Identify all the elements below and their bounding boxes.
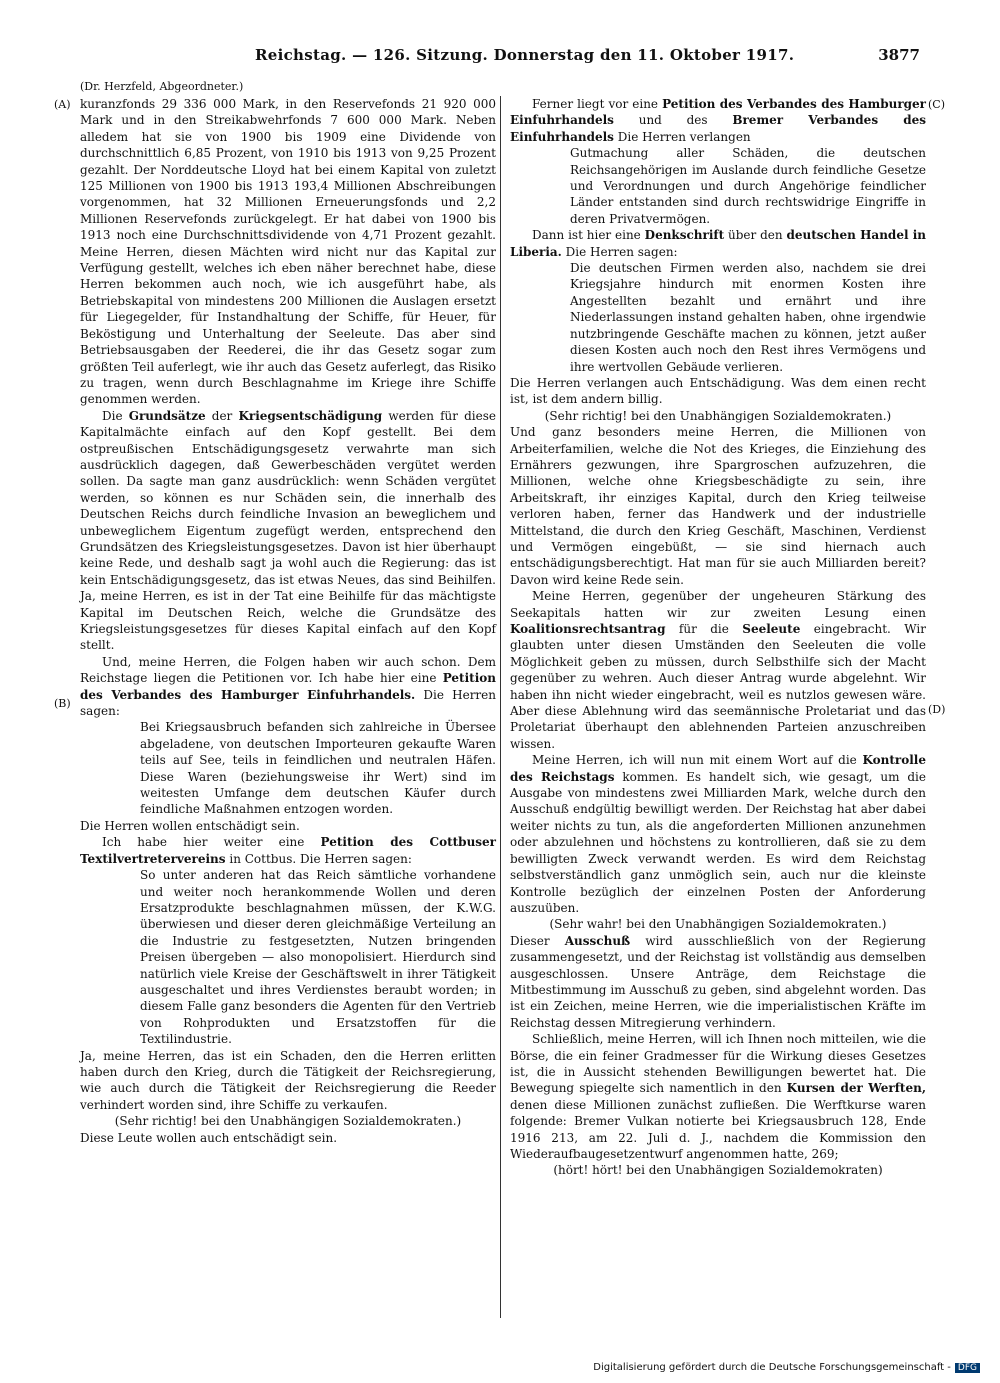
paragraph: Die Grundsätze der Kriegsentschädigung werden für diese Kapitalmächte einfach auf den Kopf gestellt. Bei dem ostpreußischen Entschädigungsgesetz verwahrte man sich ausdrücklich dagegen, daß Gewerbeschäden vergütet werden sollen. Da sagte man ganz ausdrücklich: wenn Schäden vergütet werden, so können es nur Schäden sein, die innerhalb des Deutschen Reichs durch feindliche Invasion an beweglichem und unbeweglichem Eigentum zugefügt werden, entsprechend den Grundsätzen des Kriegsleistungsgesetzes. Davon ist hier überhaupt keine Rede, und deshalb sagt ja wohl auch die Regierung: das ist kein Entschädigungsgesetz, das ist etwas Neues, das sind Beihilfen. Ja, meine Herren, es ist in der Tat eine Beihilfe für das mächtigste Kapital im Deutschen Reich, welche die Grundsätze des Kriegsleistungsgesetzes für dieses Kapital einfach auf den Kopf stellt. bbox=[80, 408, 496, 653]
margin-marker-c: (C) bbox=[928, 98, 945, 111]
margin-marker-d: (D) bbox=[928, 703, 946, 716]
margin-marker-a: (A) bbox=[54, 98, 71, 111]
paragraph: Dieser Ausschuß wird ausschließlich von der Regierung zusammengesetzt, und der Reichstag ist vollständig aus demselben ausgeschlossen. Unsere Anträge, dem Reichstage die Mitbestimmung im Ausschuß zu geben, sind abgelehnt worden. Das ist ein Zeichen, meine Herren, wie die imperialistischen Kräfte im Reichstag dessen Mitregierung verhindern. bbox=[510, 933, 926, 1030]
speaker-label: (Dr. Herzfeld, Abgeordneter.) bbox=[80, 80, 244, 93]
page-header bbox=[80, 46, 920, 68]
paragraph: Dann ist hier eine Denkschrift über den deutschen Handel in Liberia. Die Herren sagen: bbox=[510, 228, 927, 259]
interjection-remark: (Sehr richtig! bei den Unabhängigen Sozialdemokraten.) bbox=[544, 408, 892, 423]
block-quote: Gutmachung aller Schäden, die deutschen Reichsangehörigen im Auslande durch feindliche Gesetze und Verordnungen und durch Angehörige feindlicher Länder entstanden sind durch rechtswidrige Eingriffe in deren Privatvermögen. bbox=[570, 146, 926, 226]
paragraph: Meine Herren, gegenüber der ungeheuren Stärkung des Seekapitals hatten wir zur zweiten Lesung einen Koalitionsrechtsantrag für die Seeleute eingebracht. Wir glaubten unter diesen Umständen den Seeleuten die volle Möglichkeit geben zu müssen, durch Selbsthilfe sich der Macht gegenüber zu wehren. Auch dieser Antrag wurde abgelehnt. Wir haben ihn nicht wieder eingebracht, weil es nutzlos gewesen wäre. Aber diese Ablehnung wird das seemännische Proletariat und das Proletariat überhaupt den ablehnenden Parteien anzuschreiben wissen. bbox=[510, 589, 926, 751]
block-quote: Die deutschen Firmen werden also, nachdem sie drei Kriegsjahre hindurch mit enormen Kosten ihre Angestellten bezahlt und ernährt und ihre Niederlassungen instand gehalten haben, ohne irgendwie nutzbringende Geschäfte machen zu können, jetzt außer diesen Kosten auch noch den Rest ihres Vermögens und ihre wertvollen Gebäude verlieren. bbox=[570, 261, 926, 374]
paragraph: Schließlich, meine Herren, will ich Ihnen noch mitteilen, wie die Börse, die ein feiner Gradmesser für die Wirkung dieses Gesetzes ist, die in Aussicht stehenden Bewilligungen bewertet hat. Die Bewegung spiegelte sich namentlich in den Kursen der Werften, denen diese Millionen zunächst zufließen. Die Werftkurse waren folgende: Bremer Vulkan notierte bei Kriegsausbruch 128, Ende 1916 213, am 22. Juli d. J., nachdem die Kommission den Wiederaufbaugesetzentwurf angenommen hatte, 269; bbox=[510, 1032, 926, 1161]
paragraph: Und, meine Herren, die Folgen haben wir auch schon. Dem Reichstage liegen die Petitionen vor. Ich habe hier eine Petition des Verbandes des Hamburger Einfuhrhandels. Die Herren sagen: bbox=[80, 654, 497, 719]
interjection-remark: (Sehr richtig! bei den Unabhängigen Sozialdemokraten.) bbox=[114, 1114, 462, 1129]
margin-marker-b: (B) bbox=[54, 697, 71, 710]
interjection-remark: (Sehr wahr! bei den Unabhängigen Sozialdemokraten.) bbox=[549, 917, 887, 932]
paragraph: Ferner liegt vor eine Petition des Verbandes des Hamburger Einfuhrhandels und des Bremer Verbandes des Einfuhrhandels Die Herren verlangen bbox=[510, 97, 926, 144]
left-column bbox=[80, 96, 496, 1146]
paragraph: Meine Herren, ich will nun mit einem Wort auf die Kontrolle des Reichstags kommen. Es handelt sich, wie gesagt, um die Ausgabe von mindestens zwei Milliarden Mark, welche durch den Ausschuß endgültig bewilligt werden. Der Reichstag hat aber dabei weiter nichts zu tun, als die angeforderten Millionen anzunehmen oder abzulehnen und höchstens zu kontrollieren, daß sie zu dem bewilligten Zweck verwandt werden. Es wird dem Reichstag selbstverständlich ganz unmöglich sein, auch nur die kleinste Kontrolle bezüglich der einzelnen Posten der Anforderung auszuüben. bbox=[510, 753, 926, 915]
interjection-remark: (hört! hört! bei den Unabhängigen Sozialdemokraten) bbox=[553, 1163, 883, 1178]
paragraph: Ja, meine Herren, das ist ein Schaden, den die Herren erlitten haben durch den Krieg, durch die Tätigkeit der Reichsregierung, wie auch durch die Tätigkeit der Reichsregierung die Reeder verhindert worden sind, ihre Schiffe zu verkaufen. bbox=[80, 1048, 496, 1112]
paragraph: Diese Leute wollen auch entschädigt sein. bbox=[80, 1130, 338, 1145]
block-quote: Bei Kriegsausbruch befanden sich zahlreiche in Übersee abgeladene, von deutschen Importeuren gekaufte Waren teils auf See, teils in feindlichen und neutralen Häfen. Diese Waren (beziehungsweise ihr Wert) sind im weitesten Umfange dem deutschen Käufer durch feindliche Maßnahmen entzogen worden. bbox=[140, 720, 496, 817]
page-title: Reichstag. — 126. Sitzung. Donnerstag den 11. Oktober 1917. bbox=[255, 46, 795, 64]
footer-credit bbox=[593, 1362, 980, 1373]
paragraph: Ich habe hier weiter eine Petition des Cottbuser Textilvertretervereins in Cottbus. Die Herren sagen: bbox=[80, 835, 497, 866]
paragraph: Und ganz besonders meine Herren, die Millionen von Arbeiterfamilien, welche die Not des Krieges, die Einziehung des Ernährers gezwungen, ihre Spargroschen aufzuzehren, die Millionen, welche ohne Kriegsbeschädigte zu sein, ihre Arbeitskraft, ihr einziges Kapital, durch den Krieg teilweise verloren haben, ferner das Handwerk und der industrielle Mittelstand, die durch den Krieg Geschäft, Maschinen, Verdienst und Vermögen eingebüßt, — sie sind hiernach auch entschädigungsberechtigt. Hat man für sie auch Milliarden bereit? Davon wird keine Rede sein. bbox=[510, 425, 926, 587]
paragraph: kuranzfonds 29 336 000 Mark, in den Reservefonds 21 920 000 Mark und in den Streikabwehrfonds 7 600 000 Mark. Neben alledem hat sie von 1900 bis 1909 eine Dividende von durchschnittlich 6,85 Prozent, von 1910 bis 1913 von 9,25 Prozent gezahlt. Der Norddeutsche Lloyd hat bei einem Kapital von zuletzt 125 Millionen von 1900 bis 1913 193,4 Millionen Abschreibungen vorgenommen, hat 32 Millionen Erneuerungsfonds und 2,2 Millionen Reservefonds zurückgelegt. Er hat dabei von 1900 bis 1913 noch eine Durchschnittsdividende von 4,71 Prozent gezahlt. Meine Herren, diesen Mächten wird nicht nur das Kapital zur Verfügung gestellt, welches ich eben näher berechnet habe, diese Herren bekommen auch noch, wie ich ausgeführt habe, als Betriebskapital von mindestens 200 Millionen die Auslagen ersetzt für Liegegelder, für Instandhaltung der Schiffe, für Heuer, für Beköstigung und Unterhaltung der Seeleute. Das aber sind Betriebsausgaben der Reederei, die ihr das Gesetz sogar zum größten Teil auferlegt, wie ihr auch das Gesetz auferlegt, das Risiko zu tragen, wenn durch Beschlagnahme im Kriege ihre Schiffe genommen werden. bbox=[80, 97, 496, 407]
dfg-logo: DFG bbox=[955, 1363, 980, 1373]
page-number: 3877 bbox=[878, 46, 920, 64]
footer-text: Digitalisierung gefördert durch die Deutsche Forschungsgemeinschaft - bbox=[593, 1362, 951, 1373]
paragraph: Die Herren wollen entschädigt sein. bbox=[80, 818, 300, 833]
right-column bbox=[510, 96, 926, 1179]
paragraph: Die Herren verlangen auch Entschädigung. Was dem einen recht ist, ist dem andern billig. bbox=[510, 375, 926, 407]
column-divider bbox=[500, 96, 501, 1318]
block-quote: So unter anderen hat das Reich sämtliche vorhandene und weiter noch herankommende Wollen und deren Ersatzprodukte beschlagnahmen müssen, der K.W.G. überwiesen und dieser deren gleichmäßige Verteilung an die Industrie zu festgesetzten, Nutzen bringenden Preisen übergeben — also monopolisiert. Hierdurch sind natürlich viele Kreise der Geschäftswelt in ihrer Tätigkeit ausgeschaltet und ihres Verdienstes beraubt worden; in diesem Falle ganz besonders die Agenten für den Vertrieb von Rohprodukten und Ersatzstoffen für die Textilindustrie. bbox=[140, 868, 496, 1047]
